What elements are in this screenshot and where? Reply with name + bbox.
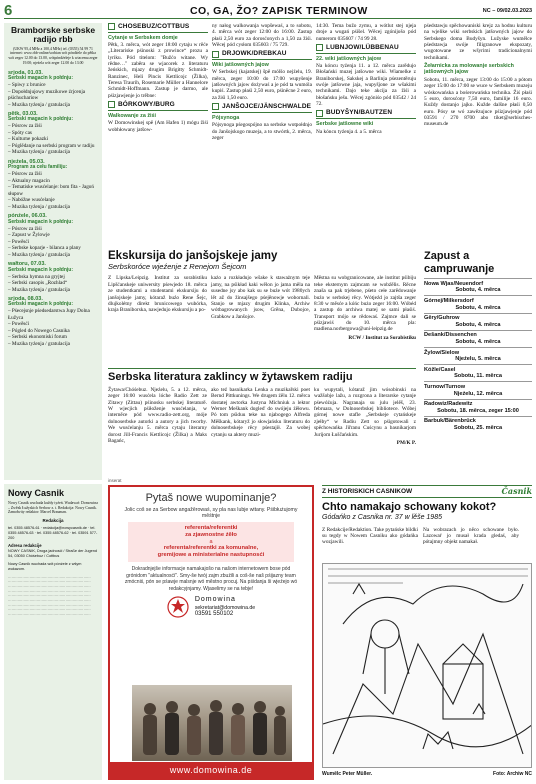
radio-item: – Pógled do Nowego Casnika bbox=[8, 328, 98, 335]
ad-job-2-line-1: referenta/referentki za komunalne, bbox=[163, 545, 259, 552]
ad-label: inserat bbox=[108, 478, 122, 483]
zapust-entry bbox=[424, 399, 532, 416]
radio-item: – Kulturne pokazki bbox=[8, 136, 98, 143]
zapust-box bbox=[424, 250, 532, 468]
event-text: Pětk, 3. měrca, wót zeger 18:00 cytaju w rěće „Literariske pśinoski z prowince“ prozu a lyriku. Pód titelom: "Bužćo witane. Wy rědne…" zaběra se wjacorek z literaturu žeńskich, mjazy drugim Brigitty Schmidt-Ranzinec, Heli Pincis Kettlicojc (Žilka), Teresa Traurih, Rosemarie Müller a Hannelore Schmidt-Hoffmann. Zastup je darmo, ale pśizjawjenje jo trěbne: bbox=[108, 42, 208, 99]
zapust-place: Kóžle/Casel bbox=[424, 366, 456, 373]
event-title: Serbske jatšowne wiki bbox=[316, 121, 374, 128]
events-col-1 bbox=[108, 23, 208, 244]
checkbox-icon bbox=[108, 101, 115, 108]
zapust-place: Dešank/Dissenchen bbox=[424, 332, 477, 339]
radio-item: – Serbske koparje - bilanca a plany bbox=[8, 245, 98, 252]
event-text: pśedstawju spěchowaniski krejz za hodnu kulturu na wjelike wiki serbskich jatšowných jajow do Serbskego doma Budyšyn. Lužyske wumělce pśedstawja swóje filigranowe ekspozaty, wugotowane ze wšyrimi tradicionalnymi technikami. bbox=[424, 23, 532, 61]
event-title: 22. wiki jatšowných jajow bbox=[316, 55, 382, 62]
excursion-subtitle: Serbskoróce wjeźenje z Renejom Šejcom bbox=[108, 261, 247, 271]
radio-day: srjoda, 08.03. bbox=[8, 296, 43, 302]
imprint-title: Nowy Casnik bbox=[8, 488, 65, 498]
imprint-text: Nowy Casnik wuchada kuždy tyźeń. Wudawaŕ: Domowina – Zwězk Łužyskich Serbow z. t. Redakcija: Nowy Casnik. Zamołwity redaktor: Marcel Brauman. bbox=[8, 500, 98, 515]
event-location: BUDYŠYN/BAUTZEN bbox=[326, 109, 393, 117]
events-col-2 bbox=[212, 23, 312, 244]
ad-body: Dokradnjejše informacje namakajošo na našom internetowem bose pód grónidom "aktualnosći". Smy-še twój zajm zbuźili a coš-še naš pśijazny team zmócniś, pón se pśawje malsnje wó městno procuj. Na pśidanja ši wjeźejo wó redakcyjnjamy. Wjaselimy se na tebje! bbox=[124, 566, 298, 592]
radio-day-heading: Serbski magacin k połdnju: bbox=[8, 116, 74, 123]
zapust-date: Njeźelu, 5. měrca bbox=[455, 356, 501, 363]
radio-day: srjoda, 01.03. bbox=[8, 69, 43, 76]
radio-item: – Powěsći bbox=[8, 239, 98, 246]
zapust-date: Sobotu, 25. měrca bbox=[453, 424, 503, 431]
radio-item: – Serbska hymna na gryjtej bbox=[8, 274, 98, 281]
zapust-entry bbox=[424, 364, 532, 381]
page-number: 6 bbox=[4, 2, 13, 19]
radio-item: – Póglědanje na serbski program w radiju bbox=[8, 143, 98, 150]
radio-item: – Serbski casopis „Rozhlad“ bbox=[8, 280, 98, 287]
zapust-place: Nowa Wjas/Neuendorf bbox=[424, 280, 484, 287]
event-text: Na kóncu tyźenja 4. a 5. měrca bbox=[316, 128, 382, 135]
page-title: CO, GA, ŽO? ZAPISK TERMINOW bbox=[190, 5, 368, 17]
imprint-footer: Nowy Casnik wuchada wót pónźele z wšym wukazom. bbox=[8, 561, 82, 571]
radio-day-heading: Serbski magacin k połdnju: bbox=[8, 218, 74, 225]
zapust-date: Sobotu, 4. měrca bbox=[455, 338, 501, 345]
history-caption-left: Wumělc Peter Müller. bbox=[322, 771, 373, 778]
zapust-list bbox=[424, 278, 532, 433]
excursion-col-2: każo a rozkładujo wšake k staważnym teje jamy, na pśikład kaki wělon jo jama měla na susedne jsy abo kak su se buźe wót 1980ych lět až do žinsajšego pśejěnowje wobornali. Stanjo se mjazy drugim Klinka, Archiw wótbagrowanych jsow, Grěna, Dubojce, Grabkow a Janšojce. bbox=[211, 275, 310, 320]
zapust-date: Sobotu, 4. měrca bbox=[455, 321, 501, 328]
literature-article bbox=[108, 368, 416, 474]
event-location: DRJOWK/DREBKAU bbox=[222, 50, 287, 58]
checkbox-icon bbox=[212, 103, 219, 110]
ad-url[interactable]: www.domowina.de bbox=[110, 762, 312, 778]
radio-day: njeźela, 05.03. bbox=[8, 158, 45, 165]
event-title: Wiki jatšowných jajow bbox=[212, 62, 269, 69]
event-location-heading bbox=[212, 103, 312, 113]
checkbox-icon bbox=[212, 51, 219, 58]
event-text: W Domowinskej spě (Am Hafen 1) mógu žiśi wobhłowany jatšow- bbox=[108, 120, 208, 133]
radio-item: – Aktualny magacin bbox=[8, 178, 98, 185]
excursion-col-3: Městna su wobgranicowane, ale institut pśibiju teke eksternym zajmcam se wobźělis. Rěcne znaša sa pak trjebene, pśeto cełe zarědowanje buźo w serbskej rěcy. Wótjeźd jo zajtša zeger 8:30 w měsće a kóńc bużo zeger 16:00. Wóbéd a zastup do archiwa matej se sami płaśiś. Transport mójo se rědowaś. Zajmce dali se pśizjawiś do 10. měrca pla: madlena.norbergowa@uni-leipzig.de bbox=[314, 275, 416, 333]
radio-item: – Pósrow za žiśi bbox=[8, 123, 98, 130]
ad-job-1-line-2: za zjawnostne źěło bbox=[185, 532, 237, 539]
events-col-4 bbox=[424, 23, 532, 244]
radio-item: – Pósrow za žiśi bbox=[8, 171, 98, 178]
radio-item: – Zapust w Žylowje bbox=[8, 232, 98, 239]
history-puzzle-image bbox=[322, 563, 532, 768]
event-location-heading bbox=[108, 101, 208, 111]
event-location: CHÓŚEBUZ/COTTBUS bbox=[118, 23, 190, 30]
radio-sidebar bbox=[4, 23, 102, 480]
zapust-entry bbox=[424, 313, 532, 330]
event-text: 14:30. Tema bužo zymu, a wótlut stej njeja droje a wugań pśišel. Wěcej zgónijošo pód numerom 035607 / 74 99 28. bbox=[316, 23, 416, 42]
checkbox-icon bbox=[316, 44, 323, 51]
zapust-date: Njeźelu, 12. měrca bbox=[453, 390, 503, 397]
literature-signature: PM/K P. bbox=[396, 439, 416, 446]
excursion-signature: RCW / Institut za Sorabistiku bbox=[348, 334, 416, 341]
ad-job-2-line-2: gremijowe a ministerialne nastupnosći bbox=[157, 552, 265, 559]
ad-and: a bbox=[209, 538, 213, 545]
event-location: LUBNJOW/LÜBBENAU bbox=[326, 44, 399, 52]
literature-col-1: Žytawa/Chóśebuz. Njeźelu, 5. a 12. měrca, zeger 16:00 wusćela lóche Radio Zett ze Zitawy (Zittau) pśinosku serbskej literaturě. W wjecjich pśiłoženje wusćelanja, w interněce pód www.radio-zett.org, móje dolnoserbske autorki a autory a jich tworby. We wusćelanju 5. měrca cytaju literarny dorost Jill-Francis Kettlicojc (Žilka) a Maks Bagańc, bbox=[108, 387, 207, 444]
imprint-address: NOWY CASNIK, Droga jadnosći / Straße der Jugend 54, 03050 Chóśebuz / Cottbus bbox=[8, 549, 97, 558]
radio-day-heading: Serbski magacin k połdnju: bbox=[8, 301, 74, 308]
radio-title: Bramborske serbske radijo rbb bbox=[10, 25, 96, 45]
issue-label: NC – 09/02.03.2023 bbox=[482, 8, 532, 14]
literature-title: Serbska literatura zaklincy w žytawskem radiju bbox=[108, 371, 353, 383]
ad-job-1-line-1: referenta/referentki bbox=[184, 525, 238, 532]
zapust-place: Gěry/Guhrow bbox=[424, 315, 460, 322]
literature-col-2: ako teź basnikarka Lenka a muzikařski poet Bernd Pittkunings. We drugem źělu 12. měrca dostatej awtorka Justyna Michniuk a lektor Werner Meškank dogleď do swójeju źěłowu. Pó tom pśiduu teke na njabogego Alfreda Měškank, kótaryž jo słowjańsku literaturu do dolnoserbskeje rěcy pśestajił. Za wobej cytanju sa aktery muzi- bbox=[211, 387, 310, 438]
radio-item: – Muzika tyźenja / gratulacija bbox=[8, 341, 98, 348]
events-col-3 bbox=[316, 23, 416, 244]
radio-day-items bbox=[8, 82, 98, 108]
radio-item: – Muzika tyźenja / gratulacija bbox=[8, 287, 98, 294]
zapust-title: Zapust a campruwanje bbox=[424, 250, 495, 275]
history-caption-right: Foto: Archiw NC bbox=[493, 771, 532, 778]
ad-email[interactable]: sekretariat@domowina.de bbox=[194, 604, 256, 611]
radio-item: – Powěsći bbox=[8, 321, 98, 328]
event-title: Pójsynoga bbox=[212, 114, 240, 121]
radio-info: (UKW 95,4 MHz a 100,4 MHz) tel. (0355) 54 99 71 internet: www.rbb-online/sorbian wót póndźele do pětka wót zeger 12.00 do 13.00, wótpóndźeleje k wiacemu zeger 19.00; njeźela wót zeger 12.00 do 13.00 bbox=[8, 46, 98, 65]
event-text: W Serbskej (kajatskej) špě mólšo nejźelu, 19. měrca, zeger 10:00 do 17:00 wupyšenje jatšowných jajow dożywaś a je pód ta wumóla kupiś. Zastup płaśi 2,50 euro, pśiněcne 2 euro, za žiśi 1,50 euro. bbox=[212, 69, 312, 101]
zapust-date: Sobotu, 4. měrca bbox=[455, 304, 501, 311]
imprint-box: Nowy Casnik Nowy Casnik wuchada kuždy tyźeń. Wudawaŕ: Domowina – Zwězk Łužyskich Serbow z. t. Redakcija: Nowy Casnik. Zamołwity redaktor: Marcel Brauman. Redakcija tel. 0355 48576-61 · redakcija@nowycasnik.de · tel. 0355 48576-63 · tel. 0355 48576-62 · tel. 03591 577-200 Adresa redakcije NOWY CASNIK, Droga jadnosći / Straße der Jugend 54, 03050 Chóśebuz / Cottbus Nowy Casnik wuchada wót pónźele z wšym wukazom. …………………………………………………………… …………………………………………………………… …………………………………………………………… …………………………………………………………… …………………………………………………………… …………………………………………………………… …………………………………………………………… …………………………………………………………… …………………………………………………………… bbox=[4, 484, 102, 780]
event-location-heading bbox=[316, 109, 416, 119]
domowina-ad bbox=[108, 485, 314, 780]
radio-item: – Serbski ekonomiski forum bbox=[8, 334, 98, 341]
radio-day: pónźele, 06.03. bbox=[8, 213, 47, 220]
zapust-date: Sobotu, 18. měrca, zeger 15:00 bbox=[437, 407, 519, 414]
imprint-address-label: Adresa redakcije bbox=[8, 543, 42, 549]
event-title: Žełarnicka za molowanje serbskich jatšowných jajow bbox=[424, 63, 514, 76]
imprint-redakcija: Redakcija bbox=[42, 518, 64, 524]
radio-item: – Muzika tyźenja / gratulacija bbox=[8, 149, 98, 156]
radio-item: – Muzika tyźenja / gratulacija bbox=[8, 252, 98, 259]
radio-item: – Spóty cas bbox=[8, 130, 98, 137]
checkbox-icon bbox=[108, 23, 115, 30]
zapust-place: Barbuk/Bärenbrück bbox=[424, 418, 476, 425]
event-location-heading bbox=[108, 23, 208, 33]
radio-day-heading: Serbski magacin k połdnju: bbox=[8, 75, 74, 82]
ad-org: Domowina bbox=[194, 596, 236, 604]
zapust-entry bbox=[424, 295, 532, 312]
zapust-entry bbox=[424, 330, 532, 347]
radio-item: – Muzika tyźenja / gratulacija bbox=[8, 102, 98, 109]
radio-day-items bbox=[8, 226, 98, 259]
event-text: Sobotu, 11. měrca, zeger 13:00 do 15:00 a pótom zeger 15:00 do 17:00 se wuce w Serbskem muzeju wóskowańska a bośerowańska technika. Žiś płaśi 5 euro, dorosćony 7,50 euro, familije 16 euro. Kuždy dostanjo jajko. Kužde dalšne płaśi 0,50 euro. Pósy se wó zawězujuce pśizjawjenje pód 03591 / 270 8700 abo tiket@serbisches-museum.de bbox=[424, 76, 532, 128]
checkbox-icon bbox=[316, 110, 323, 117]
radio-day-items bbox=[8, 123, 98, 156]
radio-item: – Dopołdnjujowy muzikowe źrjcenja pśichuchariow bbox=[8, 89, 98, 102]
ad-headline: Pytaš nowe wupominanje? bbox=[145, 492, 277, 504]
radio-item: – Pśecejsnje pśedsedarstwa Jupy Dolna Łužyca bbox=[8, 308, 98, 321]
radio-item: – Nabóžne wusćelanje bbox=[8, 197, 98, 204]
imprint-contacts: tel. 0355 48576-61 · redakcija@nowycasnik.de · tel. 0355 48576-63 · tel. 0355 48576-62 · tel. 03591 577-200 bbox=[8, 525, 98, 540]
ad-intro: Jolic coš se za Serbow angažěrowaś, sy pla nas lubje witany. Pśibłużujomy měśtnje bbox=[124, 506, 298, 520]
history-heading: Z HISTORISKICH CASNIKOW bbox=[322, 487, 413, 495]
event-title: Walkowanje za žiśi bbox=[108, 112, 157, 119]
ad-job-box-1 bbox=[128, 522, 294, 562]
radio-day-heading: Serbski magacin k połdnju: bbox=[8, 266, 74, 273]
zapust-place: Radowiz/Radewitz bbox=[424, 401, 473, 408]
radio-day-items bbox=[8, 171, 98, 210]
event-title: Cytanje w Serbskem domje bbox=[108, 34, 178, 41]
zapust-place: Žylow/Sielow bbox=[424, 349, 460, 356]
literature-col-3: ku wupytali, kótaraž jim wósobinski na wažšobje lažu, a rozgrona a literarske cytanje pśewóźuja. Nagranaja su julu jelěš, 23. februara, w Dolnoserbskej bibliotece. Wóbej górnej nowe stafle „Serbskeje cytańskeje zjełby“ w Radiu Zett so pśigotowali z spěchowańka Jiřranu Cuścynu a basnikarjom Jurijom Łuščańskim. bbox=[314, 387, 416, 438]
event-location: JANŠOJCE/JÄNSCHWALDE bbox=[222, 103, 312, 111]
zapust-place: Górnej/Milkersdorf bbox=[424, 297, 474, 304]
history-section bbox=[322, 485, 532, 780]
domowina-logo-icon bbox=[167, 596, 189, 618]
radio-day-heading: Program za cełu familiju: bbox=[8, 164, 68, 171]
zapust-entry bbox=[424, 278, 532, 295]
radio-day: pětk, 03.03. bbox=[8, 111, 38, 117]
radio-schedule bbox=[8, 70, 98, 348]
zapust-date: Sobotu, 4. měrca bbox=[455, 287, 501, 294]
zapust-entry bbox=[424, 347, 532, 364]
history-title: Chto namakajo schowany kokot? bbox=[322, 501, 497, 514]
zapust-entry bbox=[424, 416, 532, 433]
radio-day-items bbox=[8, 274, 98, 294]
excursion-col-1: Z Lipska/Leipzig. Institut za sorabistiku Lipšćanskeje uniwersity pśewjedo 18. měrca ze studentkami a studentami ekskursiju do janšojskeje jamy, kótaraž buźo Rene Šejc, dlujkolétny direkt brunicowego wubórka, kraja Braniborska, nawjedujo ekskursiju a po- bbox=[108, 275, 207, 314]
event-location: BÓRKOWY/BURG bbox=[118, 101, 175, 109]
radio-day: wałtoru, 07.03. bbox=[8, 261, 46, 268]
casnik-logo: Časnik bbox=[501, 486, 532, 496]
zapust-place: Turnow/Turnow bbox=[424, 383, 466, 390]
event-location-heading bbox=[316, 44, 416, 54]
radio-day-items bbox=[8, 308, 98, 347]
zapust-entry bbox=[424, 381, 532, 398]
page-header bbox=[4, 3, 532, 19]
radio-item: – Muzika tyźenja / gratulacija bbox=[8, 204, 98, 211]
radio-item: – Spiwy z brunice bbox=[8, 82, 98, 89]
excursion-article bbox=[108, 250, 416, 360]
ad-photo bbox=[132, 685, 292, 761]
radio-item: – Pósrow za žiśi bbox=[8, 226, 98, 233]
excursion-title: Ekskursija do janšojskeje jamy bbox=[108, 250, 278, 262]
history-col-2: Na wobrazach jo něco schowane było. Lazowaŕ jo musał krada gledaś, aby pótajmny objekt namakał. bbox=[423, 526, 519, 546]
event-text: ny nałog walkowanja wopšewaś, a to sobotu, 4. měrca wót zeger 12:00 do 16:00. Zastup płaśi 2,50 euro za dorosćonych a 1,50 za žiśi. Wěcej pód cysłom 035603 / 75 729. bbox=[212, 23, 312, 49]
event-location-heading bbox=[212, 50, 312, 60]
radio-item: – Tematiske wusćelanje: bom fita - Jagoń słupow bbox=[8, 184, 98, 197]
ad-phone: 03591 550102 bbox=[194, 610, 234, 617]
event-text: Na kóncu tyźenja 11. a 12. měrca zarědujo Błošański muzej jatšowne wiki. Wiamelke z Braniborskej, Sakskej a Barlinja pśezentěruju swóje jatšowne jaja, wupyšjone ze wšakimi technikami. Dajo teke akcija za žiśi a błošańsku ješu. Wěcej zgóniśo pód 03542 / 24 72. bbox=[316, 63, 416, 108]
zapust-date: Sobotu, 11. měrca bbox=[454, 373, 502, 380]
event-text: Pójsynoga pśegospójno na serbske wotpołdnjo do Janšojskogo muzeja, a to stwórtk, 2. měrca, zeger bbox=[212, 122, 312, 141]
history-col-1: Z Redakcije/Redaktion. Take pytańske bildki su tegdy w Nowem Casniku ako gódańka wozjawili. bbox=[322, 526, 418, 546]
history-subtitle: Gódańko z Casnika nr. 37 w lěše 1985 bbox=[322, 514, 442, 522]
